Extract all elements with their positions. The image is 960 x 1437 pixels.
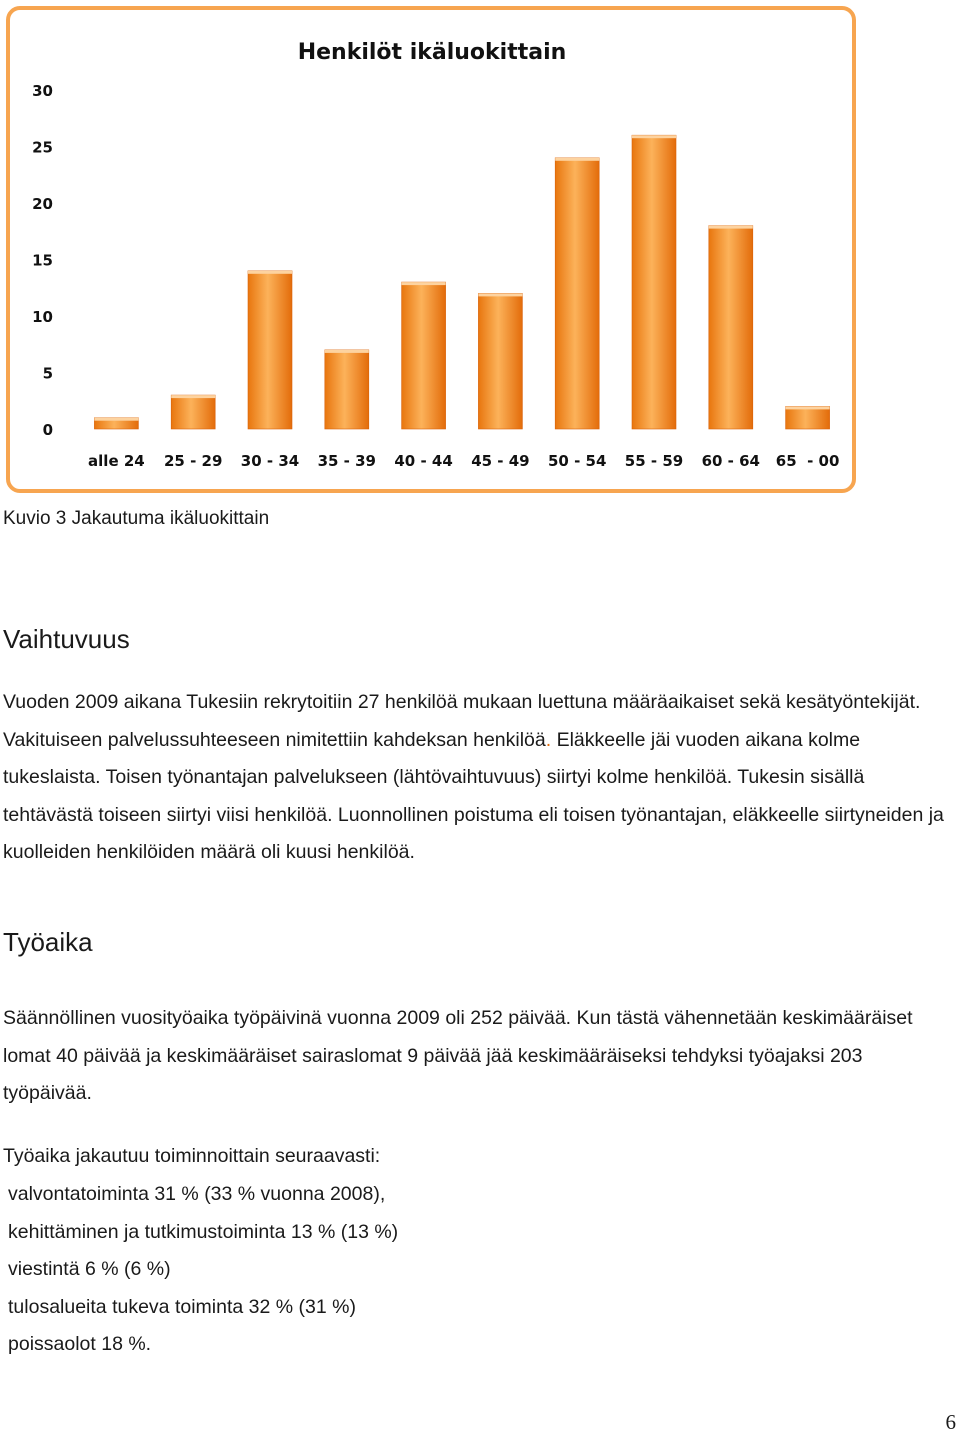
chart-title: Henkilöt ikäluokittain [297,40,567,65]
x-category-label: 25 - 29 [163,452,223,470]
bar [555,158,599,429]
bar-highlight [402,282,446,285]
bar [478,293,522,429]
bar [709,226,753,429]
paragraph-vaihtuvuus [3,684,948,872]
bar-highlight [325,350,369,353]
bar-highlight [709,226,753,229]
x-category-label: 65 - 00 [775,452,840,470]
paragraph-vaihtuvuus-part1: Vuoden 2009 aikana Tukesiin rekrytoitiin 27 henkilöä mukaan luettuna määräaikaiset sekä kesätyöntekijät. Vakituiseen palvelussuhteeseen nimitettiin kahdeksan henkilöä [3,691,921,751]
x-category-label: 50 - 54 [547,452,607,470]
x-category-label: 55 - 59 [624,452,684,470]
allocation-list [8,1176,398,1364]
bar-highlight [94,418,138,421]
x-category-label: 60 - 64 [701,452,761,470]
bar-highlight [248,271,292,274]
list-item: poissaolot 18 %. [8,1333,152,1356]
y-tick-label: 30 [32,82,53,100]
bar-highlight [478,293,522,296]
heading-vaihtuvuus: Vaihtuvuus [3,624,130,654]
y-tick-label: 0 [42,421,53,439]
bar [786,406,830,429]
x-category-label: 45 - 49 [471,452,530,470]
x-category-label: 40 - 44 [394,452,453,470]
list-item: viestintä 6 % (6 %) [8,1258,171,1281]
figure-caption: Kuvio 3 Jakautuma ikäluokittain [3,508,270,529]
y-tick-label: 25 [32,138,53,157]
bar-highlight [555,158,599,161]
page-number: 6 [945,1410,956,1434]
y-tick-label: 15 [32,251,53,270]
x-category-label: 30 - 34 [240,452,300,470]
bar-highlight [632,135,676,138]
bar [325,350,369,429]
y-tick-label: 20 [32,195,53,213]
list-item: valvontatoiminta 31 % (33 % vuonna 2008), [8,1183,386,1205]
bar-highlight [171,395,215,398]
paragraph-tyoaika: Säännöllinen vuosityöaika työpäivinä vuonna 2009 oli 252 päivää. Kun tästä vähennetään keskimääräiset lomat 40 päivää ja keskimääräiset sairaslomat 9 päivää jää keskimääräiseksi tehdyksi työajaksi 203 työpäivää. [3,1007,913,1105]
bar-highlight [786,406,830,409]
bar [632,135,676,429]
paragraph-vaihtuvuus-part2: Eläkkeelle jäi vuoden aikana kolme tukeslaista. Toisen työnantajan palvelukseen (lähtövaihtuvuus) siirtyi kolme henkilöä. Tukesin sisällä tehtävästä toiseen siirtyi viisi henkilöä. Luonnollinen poistuma eli toisen työnantajan, eläkkeelle siirtyneiden ja kuolleiden henkilöiden määrä oli kuusi henkilöä. [3,728,944,864]
list-item: kehittäminen ja tutkimustoiminta 13 % (13 %) [8,1220,399,1243]
x-category-label: 35 - 39 [317,452,377,470]
y-tick-label: 5 [42,364,53,383]
x-category-label: alle 24 [88,452,145,470]
bar [171,395,215,429]
age-group-bar-chart [10,10,852,489]
bar [402,282,446,429]
y-tick-label: 10 [32,308,53,326]
highlighted-period: . [545,728,552,751]
bar [248,271,292,429]
list-item: tulosalueita tukeva toiminta 32 % (31 %) [8,1295,356,1318]
heading-tyoaika: Työaika [3,927,93,957]
allocation-intro: Työaika jakautuu toiminnoittain seuraavasti: [3,1145,381,1167]
chart-frame [6,6,856,493]
